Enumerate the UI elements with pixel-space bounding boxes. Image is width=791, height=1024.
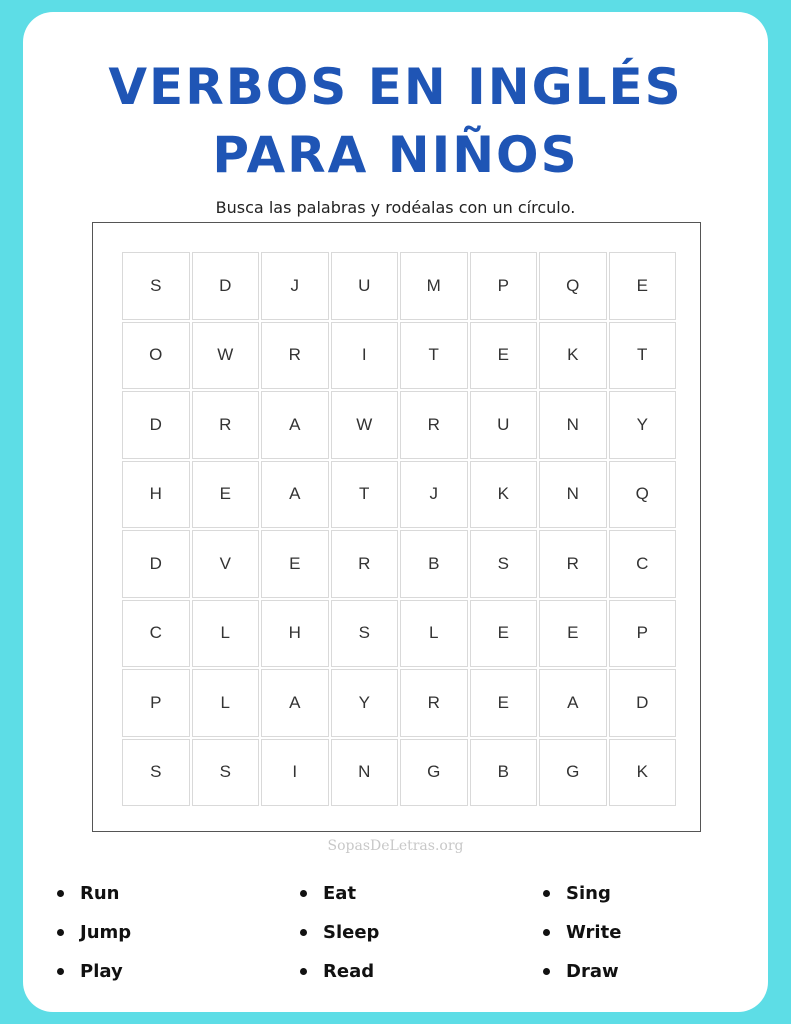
- word-list-item: [53, 919, 296, 945]
- grid-cell[interactable]: N: [331, 739, 399, 807]
- bullet-icon: [57, 929, 64, 936]
- grid-cell[interactable]: A: [539, 669, 607, 737]
- bullet-icon: [543, 890, 550, 897]
- grid-cell[interactable]: S: [122, 252, 190, 320]
- grid-cell[interactable]: S: [192, 739, 260, 807]
- word-label: Sing: [566, 882, 611, 904]
- grid-cell[interactable]: P: [122, 669, 190, 737]
- grid-cell[interactable]: S: [331, 600, 399, 668]
- grid-cell[interactable]: W: [331, 391, 399, 459]
- grid-cell[interactable]: D: [122, 391, 190, 459]
- grid-cell[interactable]: R: [400, 391, 468, 459]
- grid-cell[interactable]: R: [261, 322, 329, 390]
- grid-cell[interactable]: L: [192, 669, 260, 737]
- word-list-item: [296, 958, 539, 984]
- grid-cell[interactable]: A: [261, 669, 329, 737]
- grid-cell[interactable]: K: [539, 322, 607, 390]
- word-list-item: [53, 880, 296, 906]
- worksheet-page: [23, 12, 768, 1012]
- grid-cell[interactable]: G: [539, 739, 607, 807]
- grid-cell[interactable]: I: [261, 739, 329, 807]
- grid-cell[interactable]: M: [400, 252, 468, 320]
- word-label: Sleep: [323, 921, 380, 943]
- grid-cell[interactable]: W: [192, 322, 260, 390]
- grid-cell[interactable]: E: [470, 322, 538, 390]
- bullet-icon: [300, 968, 307, 975]
- bullet-icon: [543, 929, 550, 936]
- word-list-item: [539, 919, 753, 945]
- grid-cell[interactable]: D: [122, 530, 190, 598]
- grid-cell[interactable]: Y: [331, 669, 399, 737]
- grid-cell[interactable]: R: [539, 530, 607, 598]
- grid-cell[interactable]: L: [192, 600, 260, 668]
- word-label: Read: [323, 960, 375, 982]
- grid-cell[interactable]: D: [192, 252, 260, 320]
- letter-grid: [122, 252, 676, 806]
- grid-cell[interactable]: U: [470, 391, 538, 459]
- grid-cell[interactable]: N: [539, 391, 607, 459]
- grid-cell[interactable]: C: [122, 600, 190, 668]
- bullet-icon: [300, 929, 307, 936]
- grid-cell[interactable]: J: [261, 252, 329, 320]
- grid-cell[interactable]: R: [192, 391, 260, 459]
- grid-cell[interactable]: B: [470, 739, 538, 807]
- grid-cell[interactable]: Y: [609, 391, 677, 459]
- word-label: Jump: [80, 921, 132, 943]
- grid-cell[interactable]: K: [470, 461, 538, 529]
- puzzle-frame: [92, 222, 701, 832]
- instructions: Busca las palabras y rodéalas con un círculo.: [215, 198, 576, 217]
- grid-cell[interactable]: B: [400, 530, 468, 598]
- word-list: [53, 880, 753, 984]
- grid-cell[interactable]: E: [470, 669, 538, 737]
- word-label: Eat: [323, 882, 357, 904]
- grid-cell[interactable]: Q: [609, 461, 677, 529]
- grid-cell[interactable]: A: [261, 461, 329, 529]
- watermark: SopasDeLetras.org: [327, 838, 464, 854]
- word-label: Play: [80, 960, 123, 982]
- grid-cell[interactable]: I: [331, 322, 399, 390]
- word-label: Run: [80, 882, 120, 904]
- grid-cell[interactable]: R: [331, 530, 399, 598]
- grid-cell[interactable]: T: [331, 461, 399, 529]
- word-list-item: [53, 958, 296, 984]
- grid-cell[interactable]: D: [609, 669, 677, 737]
- word-list-item: [296, 919, 539, 945]
- grid-cell[interactable]: U: [331, 252, 399, 320]
- grid-cell[interactable]: E: [261, 530, 329, 598]
- grid-cell[interactable]: A: [261, 391, 329, 459]
- grid-cell[interactable]: P: [609, 600, 677, 668]
- grid-cell[interactable]: E: [470, 600, 538, 668]
- page-title-line-1: VERBOS EN INGLÉS: [108, 58, 683, 116]
- bullet-icon: [57, 890, 64, 897]
- grid-cell[interactable]: E: [609, 252, 677, 320]
- grid-cell[interactable]: L: [400, 600, 468, 668]
- word-label: Write: [566, 921, 622, 943]
- grid-cell[interactable]: S: [470, 530, 538, 598]
- grid-cell[interactable]: E: [539, 600, 607, 668]
- word-list-item: [539, 958, 753, 984]
- grid-cell[interactable]: T: [400, 322, 468, 390]
- grid-cell[interactable]: P: [470, 252, 538, 320]
- word-list-item: [539, 880, 753, 906]
- grid-cell[interactable]: J: [400, 461, 468, 529]
- grid-cell[interactable]: K: [609, 739, 677, 807]
- grid-cell[interactable]: S: [122, 739, 190, 807]
- bullet-icon: [543, 968, 550, 975]
- grid-cell[interactable]: C: [609, 530, 677, 598]
- grid-cell[interactable]: N: [539, 461, 607, 529]
- grid-cell[interactable]: O: [122, 322, 190, 390]
- grid-cell[interactable]: V: [192, 530, 260, 598]
- grid-cell[interactable]: Q: [539, 252, 607, 320]
- grid-cell[interactable]: E: [192, 461, 260, 529]
- grid-cell[interactable]: G: [400, 739, 468, 807]
- grid-cell[interactable]: T: [609, 322, 677, 390]
- page-title-line-2: PARA NIÑOS: [212, 126, 579, 184]
- grid-cell[interactable]: R: [400, 669, 468, 737]
- grid-cell[interactable]: H: [122, 461, 190, 529]
- bullet-icon: [57, 968, 64, 975]
- grid-cell[interactable]: H: [261, 600, 329, 668]
- bullet-icon: [300, 890, 307, 897]
- word-list-item: [296, 880, 539, 906]
- word-label: Draw: [566, 960, 619, 982]
